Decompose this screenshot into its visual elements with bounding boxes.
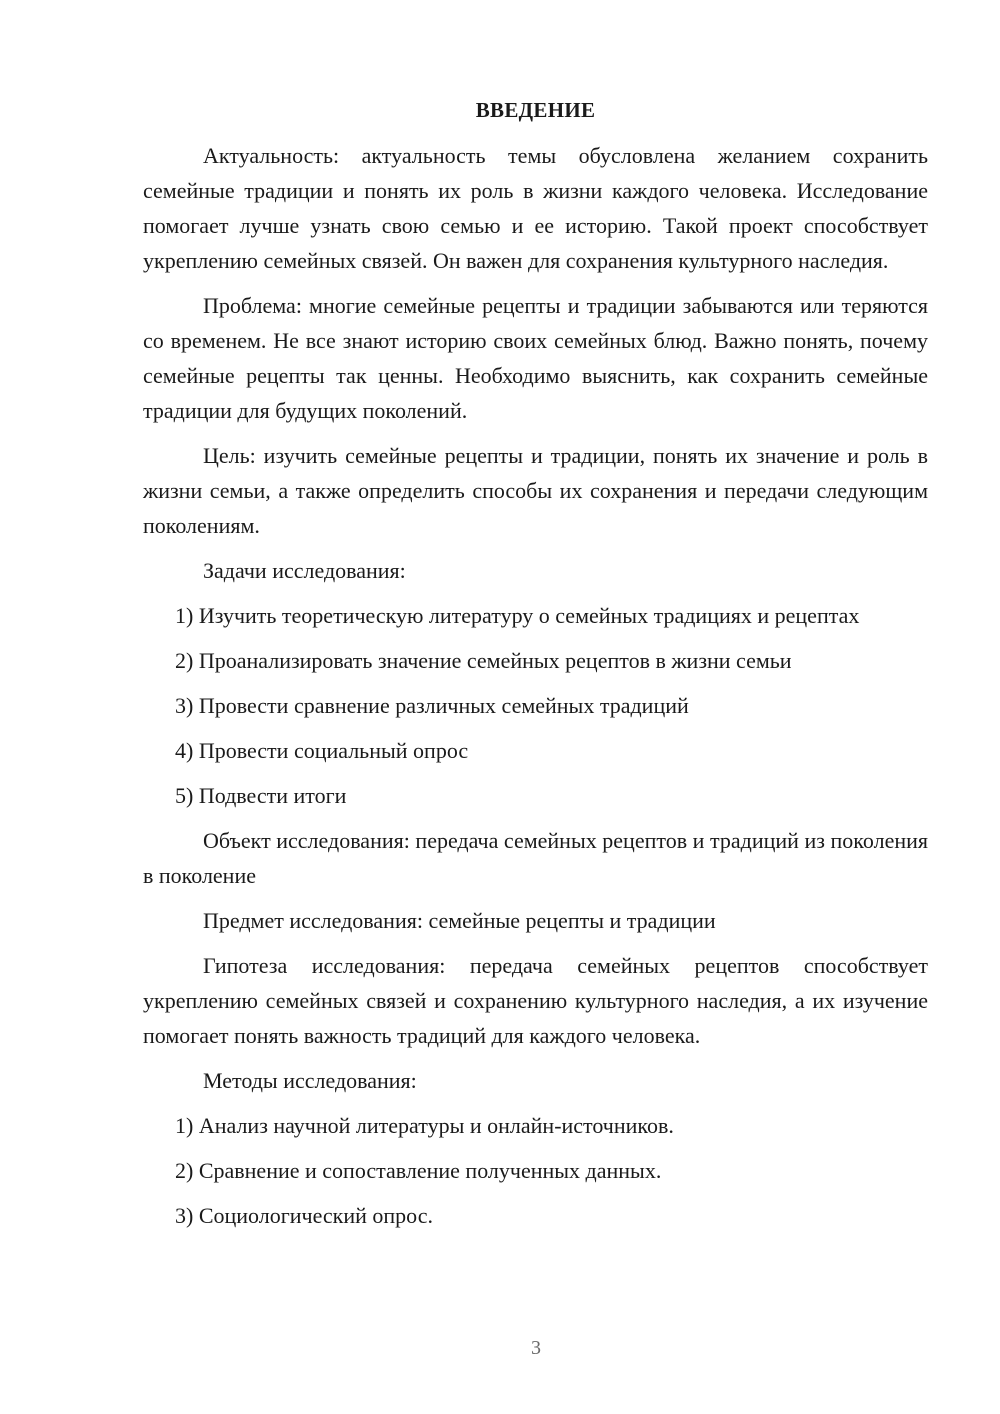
- task-item: 4) Провести социальный опрос: [175, 738, 469, 763]
- page-number: 3: [531, 1337, 541, 1359]
- page-title: ВВЕДЕНИЕ: [475, 98, 596, 122]
- problem-paragraph: Проблема: многие семейные рецепты и традиции забываются или теряются со временем. Не все знают историю своих семейных блюд. Важно понять, почему семейные рецепты так ценны. Необходимо выяснить, как сохранить семейные традиции для будущих поколений.: [143, 293, 928, 423]
- method-item: 3) Социологический опрос.: [175, 1203, 433, 1228]
- document-body: [143, 93, 928, 1243]
- goal-paragraph: Цель: изучить семейные рецепты и традиции, понять их значение и роль в жизни семьи, а также определить способы их сохранения и передачи следующим поколениям.: [143, 443, 928, 538]
- subject-paragraph: Предмет исследования: семейные рецепты и традиции: [203, 908, 716, 933]
- object-paragraph: Объект исследования: передача семейных рецептов и традиций из поколения в поколение: [143, 828, 928, 888]
- task-item: 1) Изучить теоретическую литературу о семейных традициях и рецептах: [175, 603, 860, 628]
- relevance-paragraph: Актуальность: актуальность темы обусловлена желанием сохранить семейные традиции и понять их роль в жизни каждого человека. Исследование помогает лучше узнать свою семью и ее историю. Такой проект способствует укреплению семейных связей. Он важен для сохранения культурного наследия.: [143, 143, 928, 273]
- task-item: 5) Подвести итоги: [175, 783, 347, 808]
- method-item: 1) Анализ научной литературы и онлайн-источников.: [175, 1113, 674, 1138]
- task-item: 2) Проанализировать значение семейных рецептов в жизни семьи: [175, 648, 792, 673]
- tasks-heading: Задачи исследования:: [203, 558, 406, 583]
- method-item: 2) Сравнение и сопоставление полученных данных.: [175, 1158, 662, 1183]
- hypothesis-paragraph: Гипотеза исследования: передача семейных рецептов способствует укреплению семейных связей и сохранению культурного наследия, а их изучение помогает понять важность традиций для каждого человека.: [143, 953, 928, 1048]
- task-item: 3) Провести сравнение различных семейных традиций: [175, 693, 689, 718]
- methods-heading: Методы исследования:: [203, 1068, 417, 1093]
